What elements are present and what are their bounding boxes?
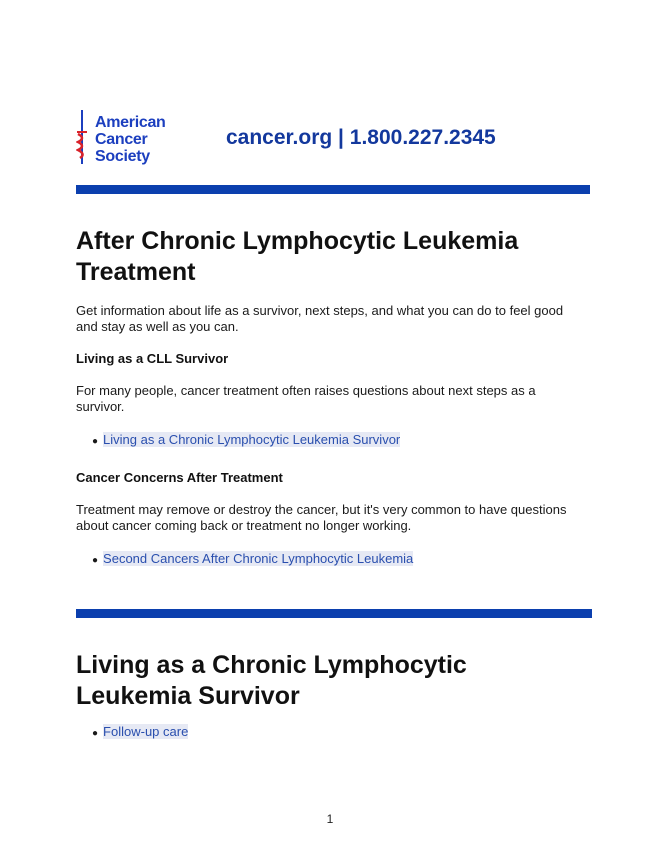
- bullet-icon: ●: [92, 436, 99, 447]
- logo-wordmark: [95, 114, 166, 165]
- header-divider: [76, 185, 590, 194]
- link-living-as-survivor[interactable]: Living as a Chronic Lymphocytic Leukemia Survivor: [103, 432, 401, 447]
- list-item: [92, 551, 413, 569]
- acs-logo: [76, 110, 186, 168]
- cancer-concerns-paragraph: Treatment may remove or destroy the cancer, but it's very common to have questions about cancer coming back or treatment no longer working.: [76, 502, 567, 533]
- subheading-cancer-concerns: Cancer Concerns After Treatment: [76, 470, 283, 485]
- bullet-icon: ●: [92, 728, 99, 739]
- link-second-cancers[interactable]: Second Cancers After Chronic Lymphocytic Leukemia: [103, 551, 414, 566]
- section-title-line-1: Living as a Chronic Lymphocytic: [76, 651, 467, 679]
- list-item: [92, 724, 188, 742]
- contact-info: cancer.org | 1.800.227.2345: [226, 126, 496, 149]
- section-title-line-2: Leukemia Survivor: [76, 682, 300, 710]
- intro-paragraph: Get information about life as a survivor, next steps, and what you can do to feel good and stay as well as you can.: [76, 303, 564, 334]
- bullet-icon: ●: [92, 555, 99, 566]
- link-follow-up-care[interactable]: Follow-up care: [103, 724, 189, 739]
- section-title: [76, 650, 596, 712]
- page-title-line-2: Treatment: [76, 258, 196, 286]
- subheading-cll-survivor: Living as a CLL Survivor: [76, 351, 229, 366]
- list-item: [92, 432, 400, 450]
- logo-line-3: Society: [95, 148, 150, 165]
- page-title-line-1: After Chronic Lymphocytic Leukemia: [76, 227, 519, 255]
- logo-line-1: American: [95, 114, 166, 131]
- cll-survivor-paragraph: For many people, cancer treatment often raises questions about next steps as a survivor.: [76, 383, 536, 414]
- logo-line-2: Cancer: [95, 131, 148, 148]
- page-title: [76, 226, 596, 288]
- page-number: 1: [326, 812, 334, 826]
- section-divider: [76, 609, 592, 618]
- sword-icon: [76, 110, 94, 168]
